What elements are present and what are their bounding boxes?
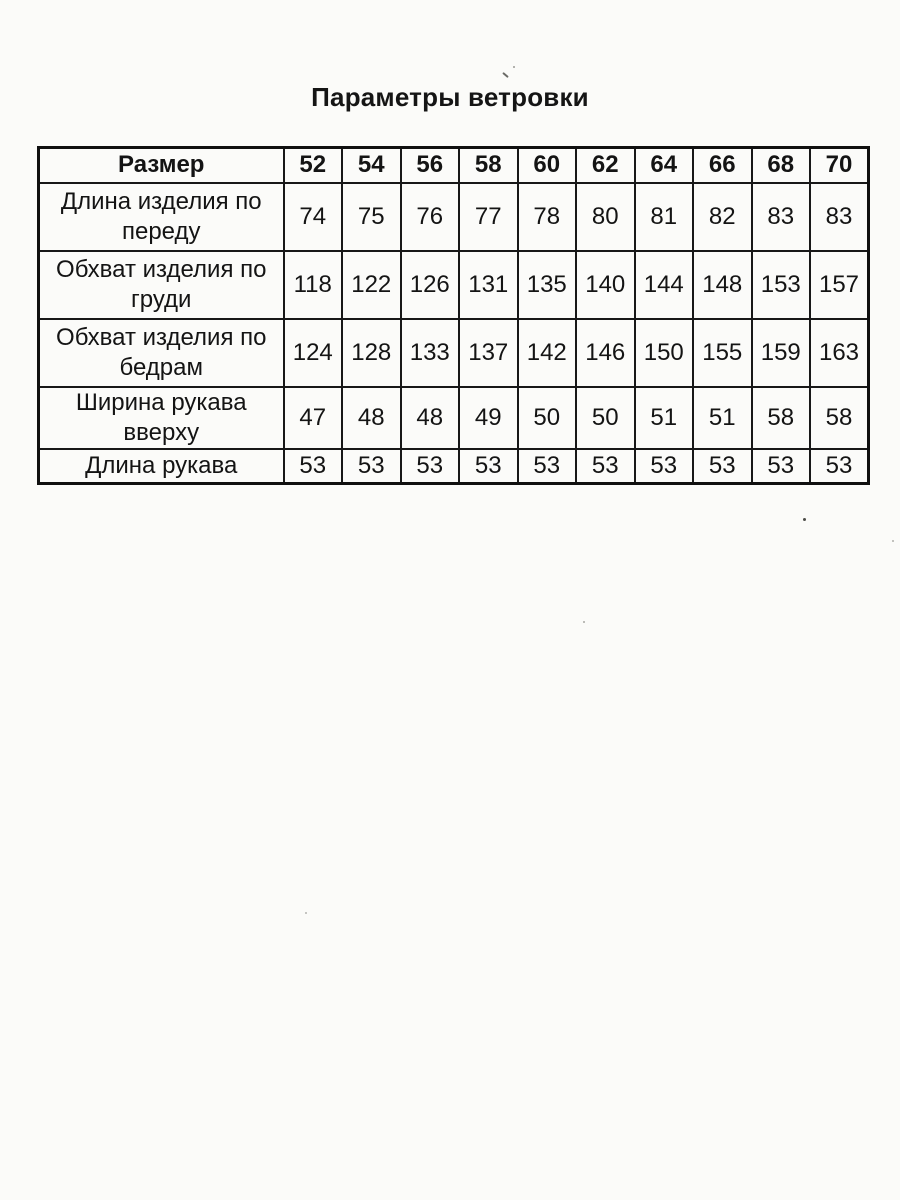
cell-value: 53 [401, 449, 460, 484]
cell-value: 148 [693, 251, 752, 319]
row-label: Обхват изделия по груди [39, 251, 284, 319]
cell-value: 78 [518, 183, 577, 251]
cell-value: 163 [810, 319, 869, 387]
cell-value: 49 [459, 387, 518, 449]
cell-value: 53 [576, 449, 635, 484]
table-row [39, 449, 869, 484]
cell-value: 81 [635, 183, 694, 251]
cell-value: 51 [693, 387, 752, 449]
row-label: Длина изделия по переду [39, 183, 284, 251]
cell-value: 48 [342, 387, 401, 449]
header-size-value: 62 [576, 148, 635, 183]
cell-value: 53 [810, 449, 869, 484]
cell-value: 53 [342, 449, 401, 484]
header-size-value: 58 [459, 148, 518, 183]
header-size-value: 54 [342, 148, 401, 183]
size-chart-table [37, 146, 870, 485]
cell-value: 48 [401, 387, 460, 449]
cell-value: 53 [693, 449, 752, 484]
header-size-value: 68 [752, 148, 811, 183]
page-title: Параметры ветровки [311, 82, 589, 112]
cell-value: 137 [459, 319, 518, 387]
table-row [39, 183, 869, 251]
cell-value: 50 [576, 387, 635, 449]
cell-value: 82 [693, 183, 752, 251]
cell-value: 133 [401, 319, 460, 387]
cell-value: 75 [342, 183, 401, 251]
cell-value: 50 [518, 387, 577, 449]
cell-value: 83 [752, 183, 811, 251]
row-label: Ширина рукава вверху [39, 387, 284, 449]
cell-value: 51 [635, 387, 694, 449]
scan-speck [513, 66, 515, 68]
cell-value: 53 [284, 449, 343, 484]
cell-value: 135 [518, 251, 577, 319]
cell-value: 83 [810, 183, 869, 251]
cell-value: 47 [284, 387, 343, 449]
cell-value: 53 [518, 449, 577, 484]
cell-value: 157 [810, 251, 869, 319]
header-size-value: 70 [810, 148, 869, 183]
cell-value: 53 [635, 449, 694, 484]
cell-value: 58 [810, 387, 869, 449]
cell-value: 153 [752, 251, 811, 319]
cell-value: 124 [284, 319, 343, 387]
table-row [39, 319, 869, 387]
cell-value: 159 [752, 319, 811, 387]
cell-value: 53 [459, 449, 518, 484]
cell-value: 58 [752, 387, 811, 449]
table-header-row [39, 148, 869, 183]
cell-value: 150 [635, 319, 694, 387]
scan-speck [583, 621, 585, 623]
scan-speck [803, 518, 806, 521]
cell-value: 53 [752, 449, 811, 484]
scan-speck [502, 72, 509, 78]
scan-speck [892, 540, 894, 542]
cell-value: 80 [576, 183, 635, 251]
cell-value: 144 [635, 251, 694, 319]
cell-value: 77 [459, 183, 518, 251]
cell-value: 155 [693, 319, 752, 387]
cell-value: 122 [342, 251, 401, 319]
cell-value: 142 [518, 319, 577, 387]
cell-value: 126 [401, 251, 460, 319]
header-size-value: 64 [635, 148, 694, 183]
table-row [39, 387, 869, 449]
cell-value: 131 [459, 251, 518, 319]
scan-speck [305, 912, 307, 914]
header-size-value: 52 [284, 148, 343, 183]
header-size-value: 60 [518, 148, 577, 183]
cell-value: 140 [576, 251, 635, 319]
row-label: Длина рукава [39, 449, 284, 484]
cell-value: 128 [342, 319, 401, 387]
header-size-value: 56 [401, 148, 460, 183]
table-row [39, 251, 869, 319]
cell-value: 146 [576, 319, 635, 387]
cell-value: 76 [401, 183, 460, 251]
cell-value: 118 [284, 251, 343, 319]
row-label: Обхват изделия по бедрам [39, 319, 284, 387]
cell-value: 74 [284, 183, 343, 251]
header-size-value: 66 [693, 148, 752, 183]
header-size-label: Размер [39, 148, 284, 183]
